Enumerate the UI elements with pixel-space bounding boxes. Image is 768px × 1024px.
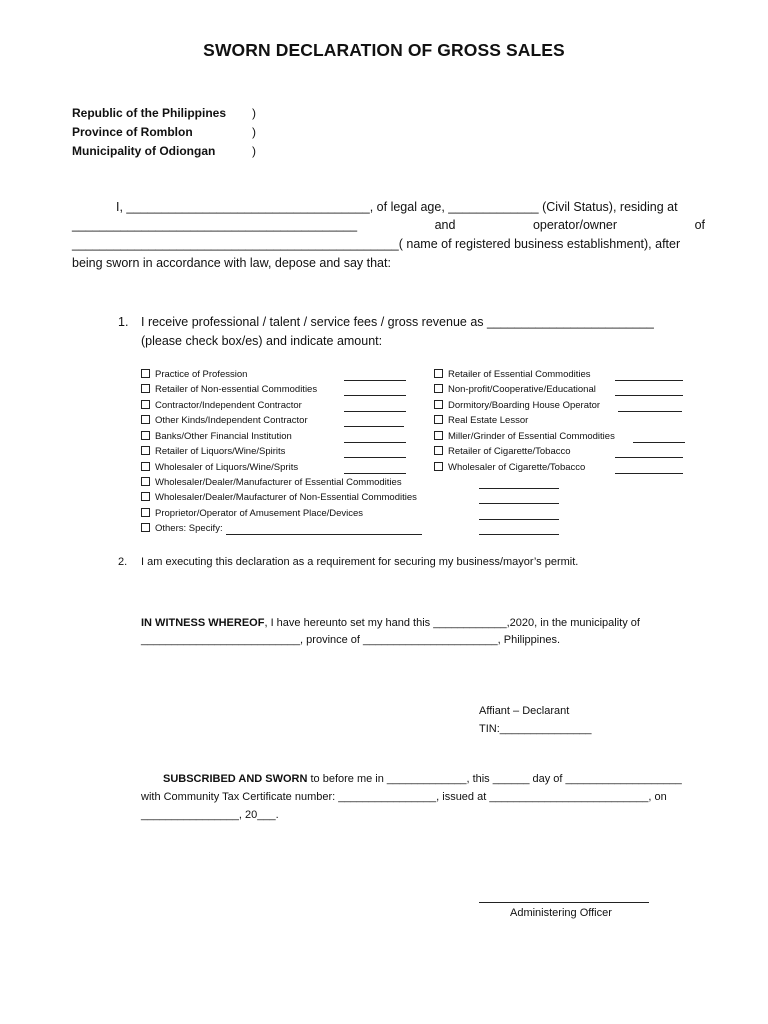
- category-item[interactable]: Practice of Profession: [141, 369, 247, 380]
- category-item[interactable]: Wholesaler/Dealer/Manufacturer of Essential Commodities: [141, 477, 402, 488]
- intro-line-3: _______________________________________________( name of registered business establishment), after: [72, 237, 681, 251]
- intro-line-2: [72, 218, 705, 232]
- checkbox-icon[interactable]: [434, 446, 443, 455]
- intro-of: of: [694, 218, 705, 232]
- subscribed-line-1: [163, 773, 682, 785]
- checkbox-icon[interactable]: [434, 462, 443, 471]
- checkbox-icon[interactable]: [141, 492, 150, 501]
- category-item-others[interactable]: Others: Specify:: [141, 523, 223, 534]
- category-item[interactable]: Contractor/Independent Contractor: [141, 400, 302, 411]
- witness-line-1: [141, 617, 705, 629]
- checkbox-icon[interactable]: [141, 431, 150, 440]
- amount-line[interactable]: [344, 457, 406, 458]
- category-item[interactable]: Wholesaler/Dealer/Maufacturer of Non-Essential Commodities: [141, 492, 417, 503]
- amount-line[interactable]: [615, 395, 683, 396]
- witness-rest: , I have hereunto set my hand this ____________,2020, in the municipality of: [264, 617, 640, 629]
- category-item[interactable]: Miller/Grinder of Essential Commodities: [434, 431, 615, 442]
- checkbox-icon[interactable]: [141, 400, 150, 409]
- amount-line[interactable]: [344, 411, 406, 412]
- venue-country: Republic of the Philippines: [72, 106, 227, 120]
- amount-line[interactable]: [479, 488, 559, 489]
- venue-paren: ): [252, 106, 256, 120]
- affiant-label: Affiant – Declarant: [479, 705, 570, 717]
- officer-label: Administering Officer: [510, 907, 612, 919]
- checkbox-icon[interactable]: [434, 384, 443, 393]
- item-1-line-1: I receive professional / talent / service fees / gross revenue as ________________________: [141, 315, 654, 329]
- category-item[interactable]: Retailer of Non-essential Commodities: [141, 384, 317, 395]
- amount-line[interactable]: [479, 503, 559, 504]
- checkbox-icon[interactable]: [141, 523, 150, 532]
- category-item[interactable]: Other Kinds/Independent Contractor: [141, 415, 308, 426]
- amount-line[interactable]: [344, 426, 404, 427]
- item-2-number: 2.: [118, 556, 128, 568]
- witness-bold: IN WITNESS WHEREOF: [141, 617, 265, 629]
- category-item[interactable]: Proprietor/Operator of Amusement Place/Devices: [141, 508, 363, 519]
- intro-and: and: [434, 218, 456, 232]
- category-item[interactable]: Banks/Other Financial Institution: [141, 431, 292, 442]
- checkbox-icon[interactable]: [434, 400, 443, 409]
- residence-blank: _________________________________________: [72, 218, 358, 232]
- checkbox-icon[interactable]: [434, 369, 443, 378]
- category-item[interactable]: Wholesaler of Cigarette/Tobacco: [434, 462, 585, 473]
- venue-province: Province of Romblon: [72, 125, 193, 139]
- category-item[interactable]: Real Estate Lessor: [434, 415, 528, 426]
- item-1-number: 1.: [118, 315, 129, 329]
- item-2-text: I am executing this declaration as a requirement for securing my business/mayor’s permit.: [141, 556, 579, 568]
- intro-line-1: [116, 200, 705, 214]
- intro-line-1-text: I, ___________________________________, of legal age, _____________ (Civil Status), residing at: [116, 200, 678, 214]
- amount-line[interactable]: [615, 457, 683, 458]
- others-specify-line[interactable]: [226, 534, 422, 535]
- amount-line[interactable]: [615, 380, 683, 381]
- checkbox-icon[interactable]: [141, 462, 150, 471]
- amount-line[interactable]: [618, 411, 682, 412]
- category-item[interactable]: Retailer of Essential Commodities: [434, 369, 591, 380]
- amount-line[interactable]: [344, 380, 406, 381]
- category-item[interactable]: Dormitory/Boarding House Operator: [434, 400, 600, 411]
- category-item[interactable]: Retailer of Cigarette/Tobacco: [434, 446, 571, 457]
- witness-line-2: __________________________, province of ______________________, Philippines.: [141, 634, 560, 646]
- checkbox-icon[interactable]: [141, 415, 150, 424]
- amount-line[interactable]: [344, 395, 406, 396]
- checkbox-icon[interactable]: [141, 477, 150, 486]
- item-1-line-2: (please check box/es) and indicate amount:: [141, 334, 383, 348]
- checkbox-icon[interactable]: [141, 508, 150, 517]
- category-item[interactable]: Non-profit/Cooperative/Educational: [434, 384, 596, 395]
- subscribed-rest: to before me in _____________, this ______ day of ___________________: [307, 773, 682, 785]
- officer-signature-line[interactable]: [479, 902, 649, 903]
- subscribed-line-3: ________________, 20___.: [141, 809, 279, 821]
- affiant-tin: TIN:_______________: [479, 723, 592, 735]
- checkbox-icon[interactable]: [141, 384, 150, 393]
- checkbox-icon[interactable]: [434, 415, 443, 424]
- amount-line[interactable]: [479, 519, 559, 520]
- checkbox-icon[interactable]: [141, 446, 150, 455]
- intro-line-4: being sworn in accordance with law, depose and say that:: [72, 256, 391, 270]
- page-title: SWORN DECLARATION OF GROSS SALES: [203, 40, 565, 60]
- category-item[interactable]: Wholesaler of Liquors/Wine/Sprits: [141, 462, 298, 473]
- category-item[interactable]: Retailer of Liquors/Wine/Spirits: [141, 446, 285, 457]
- amount-line[interactable]: [479, 534, 559, 535]
- subscribed-line-2: with Community Tax Certificate number: ________________, issued at __________________________, on: [141, 791, 667, 803]
- venue-paren: ): [252, 144, 256, 158]
- venue-paren: ): [252, 125, 256, 139]
- amount-line[interactable]: [633, 442, 685, 443]
- amount-line[interactable]: [344, 442, 406, 443]
- intro-operator-owner: operator/owner: [532, 218, 618, 232]
- amount-line[interactable]: [344, 473, 406, 474]
- checkbox-icon[interactable]: [141, 369, 150, 378]
- amount-line[interactable]: [615, 473, 683, 474]
- venue-municipality: Municipality of Odiongan: [72, 144, 216, 158]
- subscribed-bold: SUBSCRIBED AND SWORN: [163, 773, 308, 785]
- checkbox-icon[interactable]: [434, 431, 443, 440]
